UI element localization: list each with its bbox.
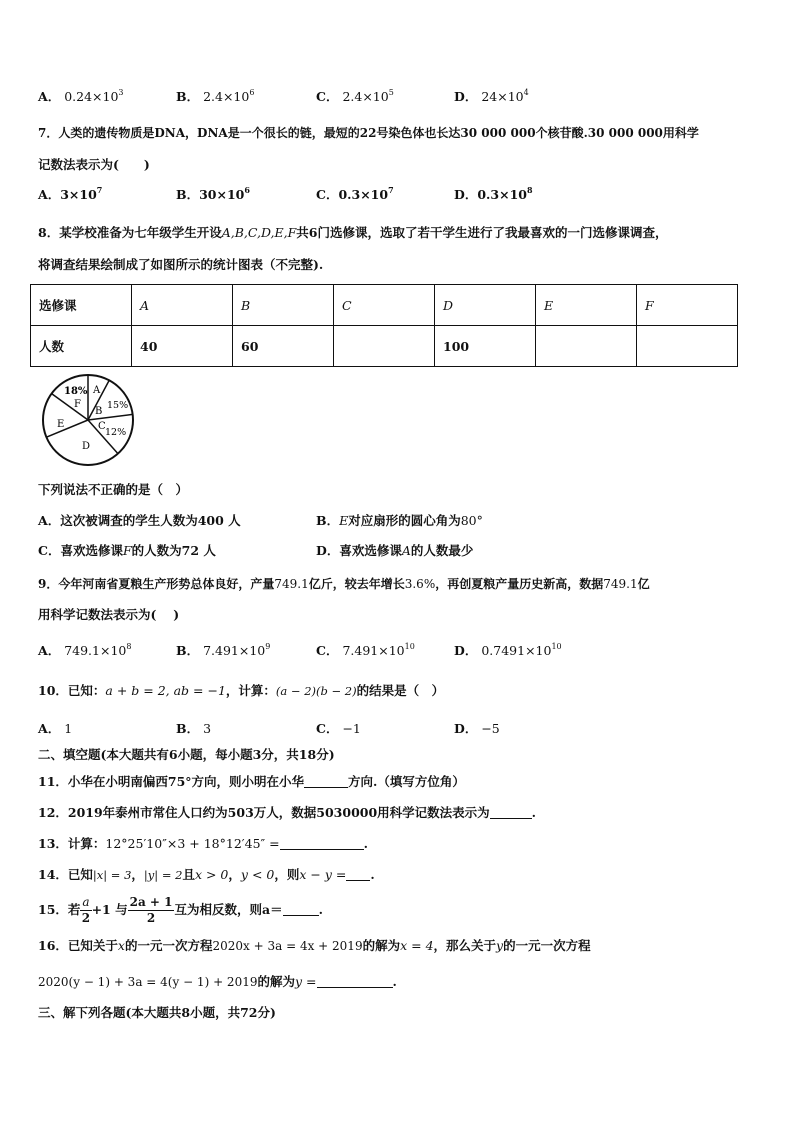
q8-question: 下列说法不正确的是（ ） [38, 482, 189, 497]
q7-option-d: D．$0.3\times 10^8$ [454, 185, 533, 202]
q10-option-d: D． −5 [454, 721, 500, 736]
answer-blank[interactable] [283, 902, 319, 916]
q6-option-a: A． $0.24\times 10^3$ [38, 88, 124, 104]
pie-label-e: E [57, 419, 65, 430]
table-row [31, 285, 738, 326]
q8-option-d: D．喜欢选修课A的人数最少 [316, 543, 474, 558]
survey-table [30, 284, 738, 367]
fraction: $\frac{2a + 1}{2}$ [129, 895, 173, 925]
table-cell: 60 [233, 326, 334, 367]
q9-option-b: B． $7.491\times 10^9$ [176, 642, 271, 658]
pie-label-b-pct: 15% [107, 400, 129, 411]
section-2-heading: 二、填空题(本大题共有6小题，每小题3分，共18分) [38, 747, 335, 762]
table-cell: E [536, 285, 637, 326]
table-cell: 选修课 [31, 285, 132, 326]
q11-stem: 11．小华在小明南偏西75°方向，则小明在小华 方向.（填写方位角） [38, 774, 465, 789]
pie-label-f: F [74, 399, 81, 410]
q9-option-c: C． $7.491\times 10^{10}$ [316, 642, 415, 658]
q10-option-b: B． 3 [176, 721, 212, 736]
pie-label-c-pct: 12% [105, 427, 127, 438]
table-cell: A [132, 285, 233, 326]
pie-label-b: B [95, 406, 103, 417]
q8-stem-line2: 将调查结果绘制成了如图所示的统计图表（不完整). [38, 257, 324, 272]
q8-stem-line1: 8．某学校准备为七年级学生开设A,B,C,D,E,F共6门选修课，选取了若干学生进行了我最喜欢的一门选修课调查， [38, 225, 668, 240]
pie-label-a: A [93, 385, 101, 396]
table-cell: D [435, 285, 536, 326]
pie-divider [46, 420, 88, 437]
pie-chart [40, 372, 140, 472]
fraction: $\frac{a}{2}$ [81, 895, 91, 925]
q6-option-c: C． $2.4\times 10^5$ [316, 88, 394, 104]
q10-option-c: C． −1 [316, 721, 361, 736]
pie-divider [52, 394, 88, 420]
pie-label-c: C [98, 421, 106, 432]
q7-option-c: C．$0.3\times 10^7$ [316, 185, 394, 202]
q6-option-b: B． $2.4\times 10^6$ [176, 88, 255, 104]
q9-option-a: A． $749.1\times 10^8$ [38, 642, 132, 658]
table-cell: 人数 [31, 326, 132, 367]
table-cell: F [637, 285, 738, 326]
q14-stem: 14．已知|x| = 3，|y| = 2且x > 0，y < 0，则x − y = . [38, 867, 375, 882]
pie-label-d: D [82, 441, 91, 452]
answer-blank[interactable] [490, 805, 532, 819]
table-cell: 40 [132, 326, 233, 367]
q7-stem-line2: 记数法表示为( ) [38, 157, 150, 172]
q7-option-a: A．$3\times 10^7$ [38, 185, 103, 202]
q6-option-d: D． $24\times 10^4$ [454, 88, 529, 104]
table-cell: C [334, 285, 435, 326]
q8-option-b: B．E对应扇形的圆心角为80° [316, 513, 483, 528]
table-cell [637, 326, 738, 367]
section-3-heading: 三、解下列各题(本大题共8小题，共72分) [38, 1005, 276, 1020]
table-cell: B [233, 285, 334, 326]
table-cell [536, 326, 637, 367]
q12-stem: 12．2019年泰州市常住人口约为503万人，数据5030000用科学记数法表示为 . [38, 805, 537, 820]
answer-blank[interactable] [280, 836, 364, 850]
q8-option-c: C．喜欢选修课F的人数为72 人 [38, 543, 216, 558]
answer-blank[interactable] [304, 774, 348, 788]
q15-stem: 15．若 $\frac{a}{2}$ +1 与 $\frac{2a + 1}{2}$ 互为相反数，则a＝ . [38, 895, 323, 925]
pie-label-f-pct: 18% [64, 386, 88, 397]
q16-stem-line2: 2020(y − 1) + 3a = 4(y − 1) + 2019的解为y = . [38, 974, 397, 989]
q8-option-a: A．这次被调查的学生人数为400 人 [38, 513, 241, 528]
q16-stem-line1: 16．已知关于x的一元一次方程2020x + 3a = 4x + 2019的解为x = 4，那么关于y的一元一次方程 [38, 938, 591, 953]
q7-stem-line1: 7．人类的遗传物质是DNA，DNA是一个很长的链，最短的22号染色体也长达30 000 000个核苷酸.30 000 000用科学 [38, 126, 699, 140]
q10-option-a: A． 1 [38, 721, 73, 736]
q9-stem-line1: 9．今年河南省夏粮生产形势总体良好，产量749.1亿斤，较去年增长3.6%，再创夏粮产量历史新高，数据749.1亿 [38, 577, 650, 591]
q9-option-d: D． $0.7491\times 10^{10}$ [454, 642, 562, 658]
q10-stem: 10．已知：a + b = 2, ab = −1，计算：(a − 2)(b − 2)的结果是（ ） [38, 683, 445, 698]
answer-blank[interactable] [317, 974, 393, 988]
table-cell [334, 326, 435, 367]
q7-option-b: B．$30\times 10^6$ [176, 185, 250, 202]
table-row [31, 326, 738, 367]
table-cell: 100 [435, 326, 536, 367]
answer-blank[interactable] [346, 867, 370, 881]
q9-stem-line2: 用科学记数法表示为( ) [38, 607, 180, 622]
q13-stem: 13．计算：12°25′10″×3 + 18°12′45″ = . [38, 836, 369, 851]
